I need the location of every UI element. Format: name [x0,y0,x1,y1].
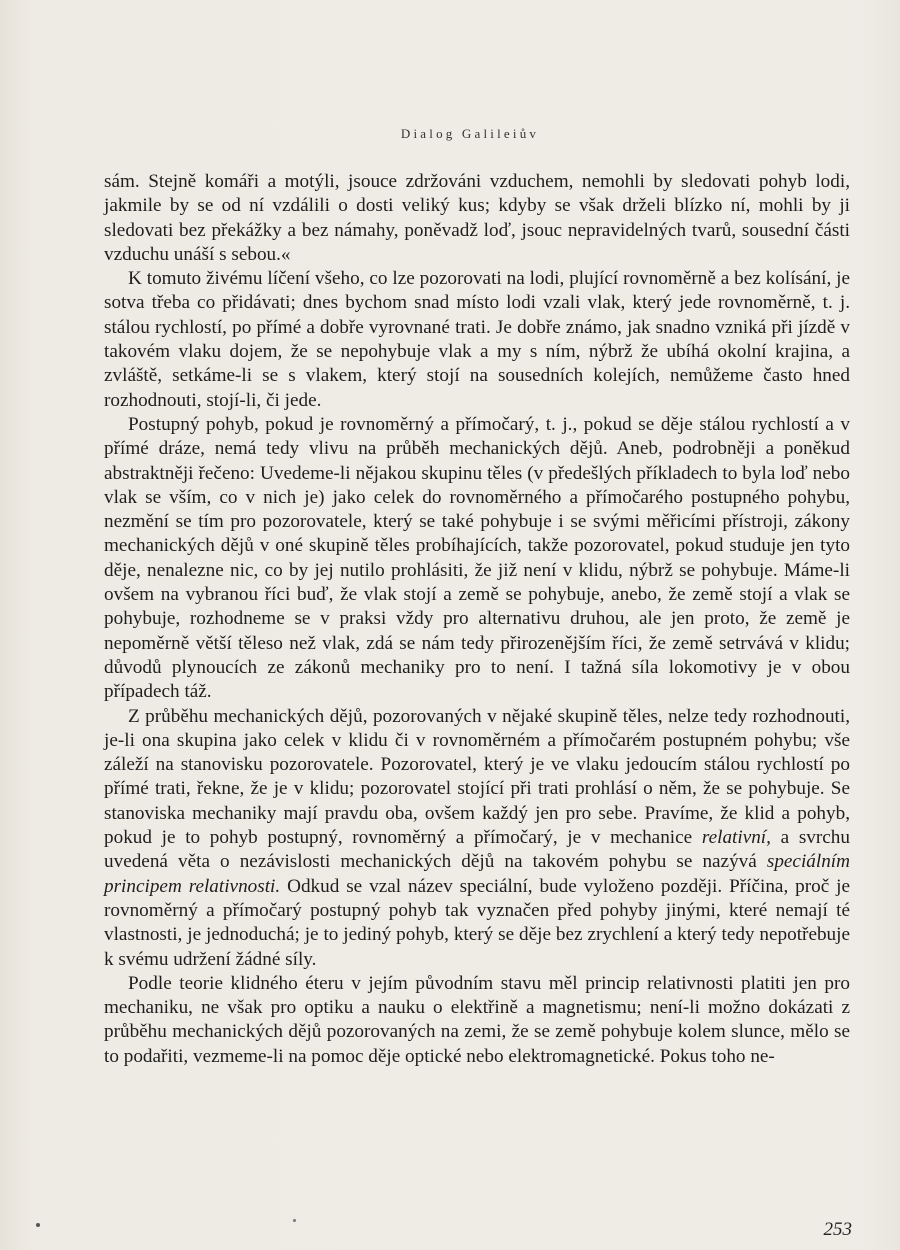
text-run: Podle teorie klidného éteru v jejím původním stavu měl princip relativnosti platiti jen pro mechaniku, ne však pro optiku a nauku o elektřině a magnetismu; není-li možno dokázati z průběhu mechanických dějů pozorovaných na zemi, že se země pohybuje kolem slunce, mělo se to podařiti, vezmeme-li na pomoc děje optické nebo elektromagnetické. Pokus toho ne- [104,972,850,1067]
text-run: K tomuto živému líčení všeho, co lze pozorovati na lodi, plující rovnoměrně a bez kolísání, je sotva třeba co přidávati; dnes bychom snad místo lodi vzali vlak, který jede rovnoměrně, t. j. stálou rychlostí, po přímé a dobře vyrovnané trati. Je dobře známo, jak snadno vzniká při jízdě v takovém vlaku dojem, že se nepohybuje vlak a my s ním, nýbrž že ubíhá okolní krajina, a zvláště, setkáme-li se s vlakem, který stojí na sousedních kolejích, nemůžeme často hned rozhodnouti, stojí-li, či jede. [104,268,850,411]
text-run: a svrchu uvedená věta o nezávislosti mechanických dějů na takovém pohybu se nazývá [104,827,850,873]
text-run: Z průběhu mechanických dějů, pozorovaných v nějaké skupině těles, nelze tedy rozhodnouti, je-li ona skupina jako celek v klidu či v rovnoměrném a přímočarém postupném pohybu; vše záleží na stanovisku pozorovatele. Pozorovatel, který je ve vlaku jedoucím stálou rychlostí po přímé trati, řekne, že je v klidu; pozorovatel stojící při trati prohlásí o něm, že se pohybuje. Se stanoviska mechaniky mají pravdu oba, ovšem každý jen pro sebe. Pravíme, že klid a pohyb, pokud je to pohyb postupný, rovnoměrný a přímočarý, je v mechanice [104,705,850,849]
running-header: Dialog Galileiův [400,126,540,141]
text-run: Postupný pohyb, pokud je rovnoměrný a přímočarý, t. j., pokud se děje stálou rychlostí a v přímé dráze, nemá tedy vlivu na průběh mechanických dějů. Aneb, podrobněji a poněkud abstraktněji řečeno: Uvedeme-li nějakou skupinu těles (v předešlých příkladech to byla loď nebo vlak se vším, co v nich je) jako celek do rovnoměrného a přímočarého postupného pohybu, nezmění se tím pro pozorovatele, který se také pohybuje i se svými měřicími přístroji, zákony mechanických dějů v oné skupině těles probíhajících, takže pozorovatel, pokud studuje jen tyto děje, nenalezne nic, co by jej nutilo prohlásiti, že již není v klidu, nýbrž se pohybuje. Máme-li ovšem na vybranou říci buď, že vlak stojí a země se pohybuje, anebo, že země stojí a vlak se pohybuje, rozhodneme se v praksi vždy pro alternativu druhou, ale jen proto, že země je nepoměrně větší těleso než vlak, zdá se nám tedy přirozenějším říci, že země setrvává v klidu; důvodů plynoucích ze zákonů mechaniky pro to není. I tažná síla lokomotivy je v obou případech táž. [104,413,850,703]
paragraph-4 [104,705,850,972]
page-speck [36,1223,40,1227]
page-number: 253 [823,1219,852,1240]
page-speck [293,1219,296,1222]
paragraph-5 [104,972,850,1069]
paragraph-2 [104,267,850,413]
paragraph-1 [104,170,850,267]
text-run: Odkud se vzal název speciální, bude vyloženo později. Příčina, proč je rovnoměrný a přímočarý postupný pohyb tak vyznačen před pohyby jinými, které nemají té vlastnosti, je jednoduchá; je to jediný pohyb, který se děje bez zrychlení a který tedy nepotřebuje k svému udržení žádné síly. [104,875,850,970]
body-text [104,170,850,1069]
italic-term-relativni: relativní, [701,827,771,849]
italic-term-special-principle: speciálním principem relativnosti. [104,851,850,897]
text-run: sám. Stejně komáři a motýli, jsouce zdržováni vzduchem, nemohli by sledovati pohyb lodi, jakmile by se od ní vzdálili o dosti veliký kus; kdyby se však drželi blízko ní, mohli by ji sledovati bez překážky a bez námahy, poněvadž loď, jsouc nepravidelných tvarů, sousední části vzduchu unáší s sebou.« [104,171,850,265]
paragraph-3 [104,413,850,705]
